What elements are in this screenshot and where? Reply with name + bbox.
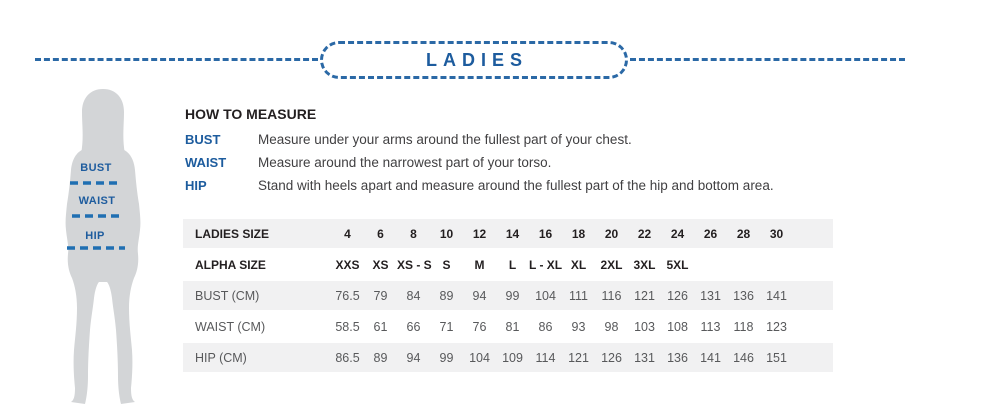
size-cell: 121 (634, 288, 655, 303)
size-cell: 109 (502, 350, 523, 365)
size-cell: 20 (604, 226, 619, 241)
female-silhouette (40, 85, 175, 415)
size-cell: 26 (703, 226, 718, 241)
size-cell: 141 (700, 350, 721, 365)
row-label: WAIST (CM) (195, 319, 266, 334)
size-cell: M (474, 257, 485, 272)
row-label: HIP (CM) (195, 350, 247, 365)
size-cell: 6 (377, 226, 384, 241)
size-cell: 24 (670, 226, 685, 241)
figure-hip-label: HIP (85, 230, 105, 242)
size-cell: 8 (410, 226, 417, 241)
banner-title: LADIES (425, 49, 528, 70)
size-cell: 94 (472, 288, 487, 303)
size-cell: 12 (472, 226, 487, 241)
size-cell: XS - S (397, 257, 432, 272)
size-cell: 94 (406, 350, 421, 365)
size-cell: 79 (373, 288, 388, 303)
measure-text: Measure under your arms around the fullest part of your chest. (258, 132, 632, 147)
size-cell: 93 (571, 319, 586, 334)
size-cell: 16 (538, 226, 553, 241)
size-cell: 99 (505, 288, 520, 303)
size-cell: 136 (667, 350, 688, 365)
size-cell: 14 (505, 226, 520, 241)
banner-pill (320, 41, 628, 79)
size-cell: 61 (373, 319, 388, 334)
size-cell: 99 (439, 350, 454, 365)
size-cell: XXS (335, 257, 360, 272)
size-cell: 10 (439, 226, 454, 241)
table-row-alpha-size (183, 250, 833, 279)
size-cell: 126 (667, 288, 688, 303)
size-cell: 76.5 (335, 288, 360, 303)
row-label: LADIES SIZE (195, 226, 270, 241)
banner-dash-line-left (35, 58, 318, 61)
size-cell: 146 (733, 350, 754, 365)
female-silhouette-icon (40, 85, 175, 415)
size-cell: 118 (733, 319, 754, 334)
measure-row-hip (185, 174, 905, 197)
size-cell: XS (372, 257, 389, 272)
size-cell: 111 (568, 288, 588, 303)
size-cell: 114 (535, 350, 556, 365)
row-label: BUST (CM) (195, 288, 260, 303)
measure-row-bust (185, 128, 905, 151)
size-cell: 71 (439, 319, 454, 334)
size-cell: 104 (535, 288, 556, 303)
table-row-ladies-size (183, 219, 833, 248)
measure-row-waist (185, 151, 905, 174)
size-cell: S (442, 257, 451, 272)
size-cell: 4 (344, 226, 351, 241)
size-cell: 104 (469, 350, 490, 365)
size-cell: 103 (634, 319, 655, 334)
measure-label: BUST (185, 132, 221, 147)
size-cell: 131 (700, 288, 721, 303)
size-cell: 126 (601, 350, 622, 365)
size-cell: XL (570, 257, 587, 272)
size-cell: 121 (568, 350, 589, 365)
size-cell: 66 (406, 319, 421, 334)
size-cell: 113 (700, 319, 721, 334)
how-to-measure-title: HOW TO MEASURE (185, 106, 317, 122)
size-cell: 28 (736, 226, 751, 241)
size-cell: 30 (769, 226, 784, 241)
size-cell: 98 (604, 319, 619, 334)
size-cell: 89 (439, 288, 454, 303)
size-cell: 76 (472, 319, 487, 334)
row-label: ALPHA SIZE (195, 257, 266, 272)
size-cell: 136 (733, 288, 754, 303)
table-row-hip (183, 343, 833, 372)
measure-label: HIP (185, 178, 207, 193)
size-cell: 131 (634, 350, 655, 365)
table-row-bust (183, 281, 833, 310)
size-cell: L - XL (529, 257, 563, 272)
size-cell: 89 (373, 350, 388, 365)
size-cell: 81 (505, 319, 520, 334)
size-cell: 123 (766, 319, 787, 334)
size-cell: 86 (538, 319, 553, 334)
size-cell: 22 (637, 226, 652, 241)
head-shape (91, 92, 116, 126)
size-cell: 141 (766, 288, 787, 303)
size-cell: 84 (406, 288, 421, 303)
table-row-waist (183, 312, 833, 341)
size-table (183, 219, 833, 374)
banner-dash-line-right (630, 58, 905, 61)
size-cell: 58.5 (335, 319, 360, 334)
how-to-measure-section (185, 106, 905, 197)
measure-text: Measure around the narrowest part of your torso. (258, 155, 552, 170)
size-cell: 2XL (600, 257, 623, 272)
figure-bust-label: BUST (80, 162, 112, 174)
measure-text: Stand with heels apart and measure around the fullest part of the hip and bottom area. (258, 178, 774, 193)
size-cell: 86.5 (335, 350, 360, 365)
size-cell: 5XL (666, 257, 689, 272)
size-cell: L (508, 257, 517, 272)
size-cell: 18 (571, 226, 586, 241)
figure-waist-label: WAIST (78, 195, 116, 207)
measure-label: WAIST (185, 155, 227, 170)
size-cell: 3XL (633, 257, 656, 272)
size-cell: 108 (667, 319, 688, 334)
size-cell: 116 (601, 288, 622, 303)
size-cell: 151 (766, 350, 787, 365)
